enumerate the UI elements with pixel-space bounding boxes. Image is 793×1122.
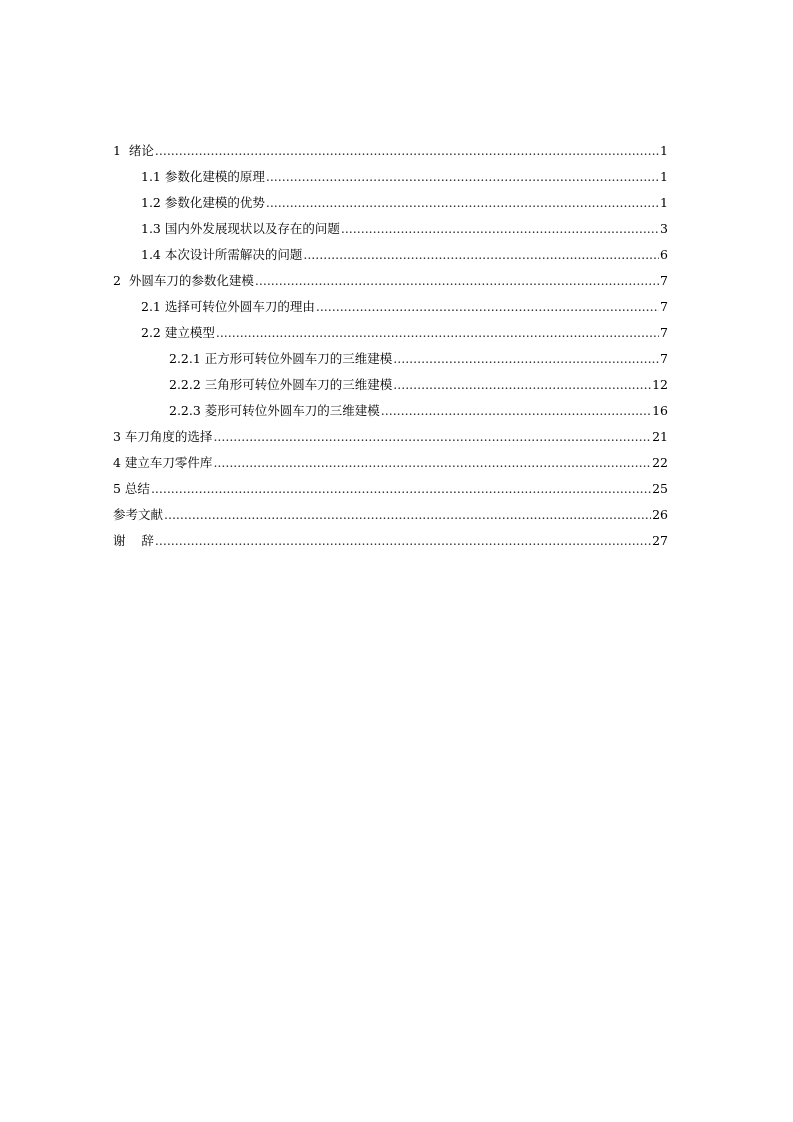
toc-entry-page: 7 xyxy=(660,351,668,366)
toc-dot-leader xyxy=(303,242,659,268)
toc-entry-title: 1 绪论 xyxy=(113,143,154,158)
toc-entry-page: 22 xyxy=(652,455,668,470)
toc-dot-leader xyxy=(393,372,651,398)
toc-entry-page: 7 xyxy=(660,299,668,314)
toc-entry[interactable] xyxy=(113,294,668,320)
toc-dot-leader xyxy=(213,450,651,476)
toc-entry[interactable] xyxy=(113,476,668,502)
toc-entry-page: 3 xyxy=(660,221,668,236)
toc-entry-page: 6 xyxy=(660,247,668,262)
toc-entry[interactable] xyxy=(113,424,668,450)
toc-dot-leader xyxy=(341,216,659,242)
toc-entry[interactable] xyxy=(113,398,668,424)
toc-dot-leader xyxy=(393,346,659,372)
toc-entry-title: 2.1 选择可转位外圆车刀的理由 xyxy=(141,299,315,314)
toc-entry-page: 26 xyxy=(652,507,668,522)
toc-entry-title: 2.2.1 正方形可转位外圆车刀的三维建模 xyxy=(169,351,393,366)
toc-entry[interactable] xyxy=(113,528,668,554)
toc-entry-title: 1.3 国内外发展现状以及存在的问题 xyxy=(141,221,340,236)
toc-entry-page: 16 xyxy=(652,403,668,418)
toc-entry-page: 21 xyxy=(652,429,668,444)
toc-entry-title: 2.2 建立模型 xyxy=(141,325,215,340)
toc-dot-leader xyxy=(316,294,659,320)
toc-entry[interactable] xyxy=(113,372,668,398)
toc-dot-leader xyxy=(381,398,651,424)
toc-dot-leader xyxy=(216,320,659,346)
toc-entry[interactable] xyxy=(113,216,668,242)
toc-entry-page: 27 xyxy=(652,533,668,548)
toc-entry[interactable] xyxy=(113,502,668,528)
toc-entry-page: 1 xyxy=(660,143,668,158)
toc-dot-leader xyxy=(164,502,651,528)
toc-entry[interactable] xyxy=(113,268,668,294)
toc-entry-title: 1.1 参数化建模的原理 xyxy=(141,169,265,184)
toc-entry[interactable] xyxy=(113,450,668,476)
toc-dot-leader xyxy=(213,424,651,450)
toc-entry[interactable] xyxy=(113,346,668,372)
table-of-contents xyxy=(113,138,668,554)
toc-dot-leader xyxy=(266,164,659,190)
toc-dot-leader xyxy=(155,138,659,164)
toc-entry-page: 12 xyxy=(652,377,668,392)
toc-entry[interactable] xyxy=(113,320,668,346)
toc-entry-page: 25 xyxy=(652,481,668,496)
toc-entry-title: 1.4 本次设计所需解决的问题 xyxy=(141,247,303,262)
toc-entry[interactable] xyxy=(113,164,668,190)
toc-dot-leader xyxy=(266,190,659,216)
toc-entry-title: 3 车刀角度的选择 xyxy=(113,429,213,444)
toc-dot-leader xyxy=(155,528,651,554)
toc-entry-title: 4 建立车刀零件库 xyxy=(113,455,213,470)
toc-entry[interactable] xyxy=(113,190,668,216)
toc-entry-page: 7 xyxy=(660,273,668,288)
toc-entry-page: 1 xyxy=(660,169,668,184)
toc-entry-title: 2.2.3 菱形可转位外圆车刀的三维建模 xyxy=(169,403,380,418)
toc-entry-title: 2.2.2 三角形可转位外圆车刀的三维建模 xyxy=(169,377,393,392)
toc-entry-title: 1.2 参数化建模的优势 xyxy=(141,195,265,210)
toc-entry-title: 5 总结 xyxy=(113,481,150,496)
toc-entry[interactable] xyxy=(113,138,668,164)
toc-dot-leader xyxy=(151,476,651,502)
toc-dot-leader xyxy=(255,268,659,294)
toc-entry-page: 1 xyxy=(660,195,668,210)
toc-entry-page: 7 xyxy=(660,325,668,340)
toc-entry-title: 2 外圆车刀的参数化建模 xyxy=(113,273,254,288)
toc-entry-title: 参考文献 xyxy=(113,507,164,522)
toc-entry[interactable] xyxy=(113,242,668,268)
toc-entry-title: 谢 辞 xyxy=(113,533,154,548)
